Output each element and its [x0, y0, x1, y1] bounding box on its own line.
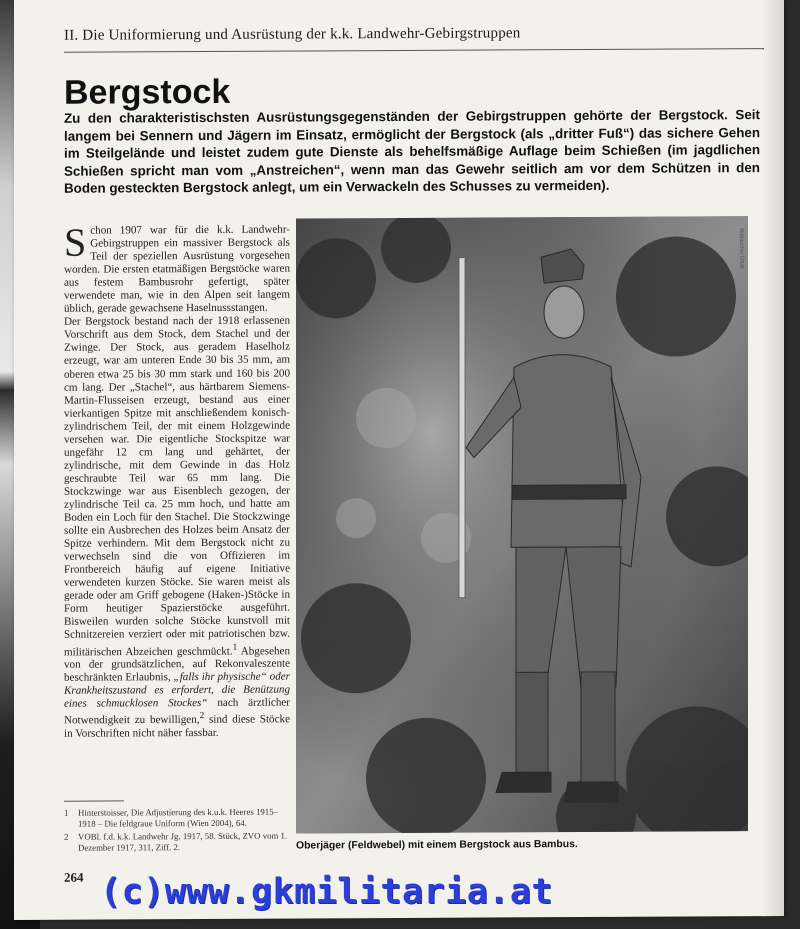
- paragraph-1: [64, 219, 290, 317]
- photo-illustration: [296, 216, 748, 833]
- footnote-number: 1: [64, 807, 69, 818]
- body-text: [64, 219, 291, 741]
- footnote-ref-1: 1: [232, 642, 238, 653]
- paragraph-2: [64, 315, 290, 741]
- page-title: Bergstock: [64, 72, 231, 112]
- footnote-text: Hinterstoisser, Die Adjustierung des k.u.k. Heeres 1915–1918 – Die feldgraue Uniform (Wien 2004), 64.: [78, 806, 278, 829]
- footnote-text: VOBl. f.d. k.k. Landwehr Jg. 1917, 58. Stück, ZVO vom 1. Dezember 1917, 311, Ziff. 2.: [78, 830, 288, 853]
- page-number: 264: [64, 869, 84, 885]
- paragraph-2-text: Der Bergstock bestand nach der 1918 erlassenen Vorschrift aus dem Stock, dem Stachel und der Zwinge. Der Stock, aus geradem Haselholz erzeugt, war am unteren Ende 30 bis 35 mm, am oberen etwa 25 bis 30 mm stark und 160 bis 200 cm lang. Der „Stachel“, aus härtbarem Siemens-Martin-Flusseisen erzeugt, bestand aus einer vierkantigen Spitze mit anschließendem konisch-zylindrischem Teil, der mit einem Holzgewinde versehen war. Die eigentliche Stockspitze war ungefähr 12 cm lang und gehärtet, der zylindrische, mit dem Gewinde in das Holz geschraubte Teil war 65 mm lang. Die Stockzwinge war aus Eisenblech gezogen, der zylindrische Teil ca. 25 mm hoch, und hatte am Boden ein Loch für den Stachel. Die Stockzwinge sollte ein Ausbrechen des Holzes beim Ansatz der Spitze verhindern. Mit dem Bergstock nicht zu verwechseln sind die von Offizieren im Frontbereich häufig auf eigene Initiative verwendeten kurzen Stöcke. Sie waren meist als gerade oder am Griff gebogene (Haken-)Stöcke in Form heutiger Spazierstöcke ausgeführt. Bisweilen wurden solche Stöcke kunstvoll mit Schnitzereien verziert oder mit patriotischen bzw. militärischen Abzeichen geschmückt.: [64, 314, 290, 658]
- lead-paragraph: Zu den charakteristischsten Ausrüstungsgegenständen der Gebirgstruppen gehörte der Bergstock. Seit langem bei Sennern und Jägern im Einsatz, ermöglicht der Bergstock (als „dritter Fuß“) das sichere Gehen im Steilgelände und leistet zudem gute Dienste als behelfsmäßige Auflage beim Schießen (im jagdlichen Schießen spricht man vom „Anstreichen“, wenn man das Gewehr seitlich am vor dem Schützen in den Boden gesteckten Bergstock anlegt, um ein Verwackeln des Schusses zu vermeiden).: [64, 107, 760, 196]
- paragraph-1-text: chon 1907 war für die k.k. Landwehr-Gebirgstruppen ein massiver Bergstock als Teil der speziellen Ausrüstung vorgesehen worden. Die ersten etatmäßigen Bergstöcke waren aus festem Bambusrohr gefertigt, später verwendete man, wie in den Alpen seit langem üblich, gerade gewachsene Haselnussstangen.: [64, 223, 290, 316]
- book-page: [14, 0, 784, 920]
- quoted-regulation: „falls ihr physische“ oder Krankheitszustand es erfordert, die Benützung eines schmucklosen Stockes“: [64, 670, 290, 711]
- photo-caption: Oberjäger (Feldwebel) mit einem Bergstock aus Bambus.: [296, 839, 578, 852]
- watermark: (c)www.gkmilitaria.at: [100, 872, 554, 912]
- footnote: [64, 807, 290, 829]
- paragraph-3-text-c: sind diese Stöcke in Vorschriften nicht näher fassbar.: [64, 713, 290, 740]
- dropcap: S: [64, 219, 87, 265]
- footnote: [64, 831, 290, 853]
- footnote-ref-2: 2: [199, 711, 205, 722]
- page-edge: [762, 0, 784, 916]
- historical-photo: [296, 216, 748, 833]
- running-head: II. Die Uniformierung und Ausrüstung der k.k. Landwehr-Gebirgstruppen: [64, 25, 521, 44]
- header-rule: [64, 48, 764, 53]
- footnote-number: 2: [64, 831, 69, 842]
- footnote-rule: [64, 800, 124, 801]
- paragraph-3-text-b: nach ärztlicher Notwendigkeit zu bewilligen,: [64, 696, 290, 727]
- paragraph-3-text-a: Abgesehen von der grundsätzlichen, auf Rekonvaleszente beschränkten Erlaubnis,: [64, 644, 291, 685]
- photo-credit: Bildarchiv ÖNB: [738, 228, 744, 269]
- footnotes: [64, 807, 290, 856]
